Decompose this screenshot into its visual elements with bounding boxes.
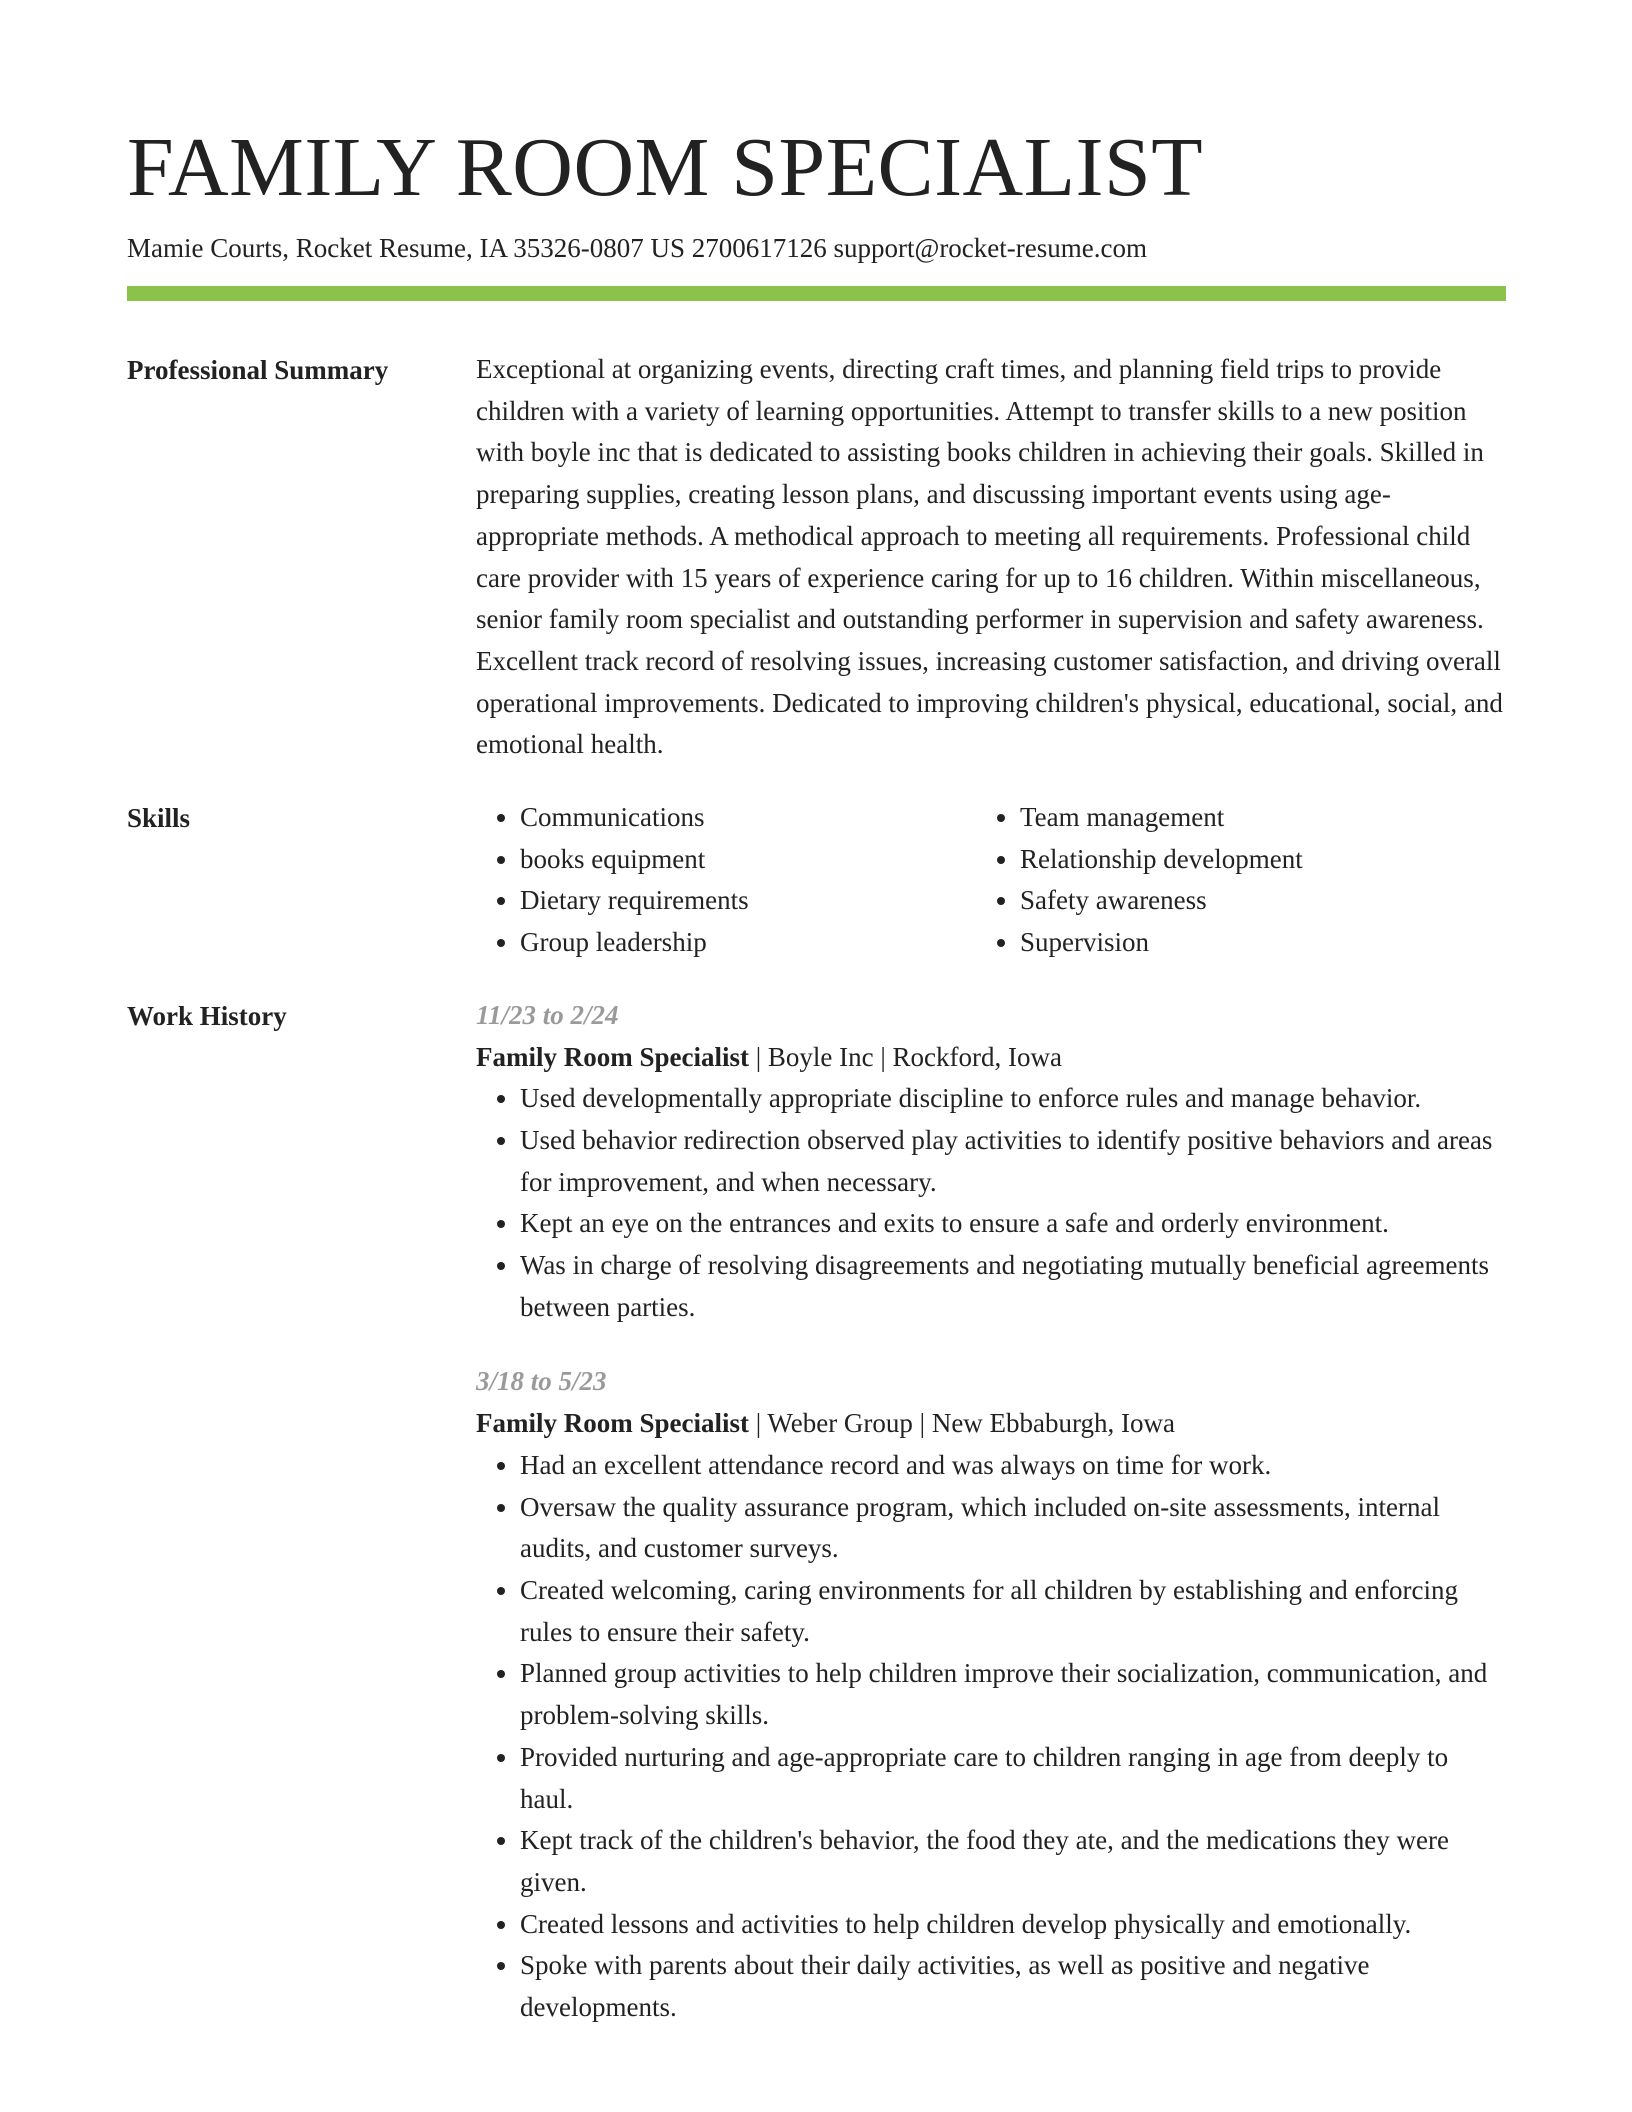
duty-item: • Kept an eye on the entrances and exits to ensure a safe and orderly environment. <box>520 1203 1506 1245</box>
job-heading <box>476 1037 1506 1079</box>
work-history-body <box>476 995 1506 2029</box>
duty-item: • Created lessons and activities to help children develop physically and emotionally. <box>520 1904 1506 1946</box>
job-duties <box>476 1445 1506 2029</box>
skill-item: • Supervision <box>1020 922 1476 964</box>
skills-list-right <box>976 797 1476 964</box>
duty-item: • Oversaw the quality assurance program, which included on-site assessments, internal audits, and customer surveys. <box>520 1487 1506 1570</box>
duty-item: • Used behavior redirection observed play activities to identify positive behaviors and areas for improvement, and when necessary. <box>520 1120 1506 1203</box>
skills-list-left <box>476 797 976 964</box>
job-title: Family Room Specialist <box>476 1408 749 1439</box>
job-title: Family Room Specialist <box>476 1041 749 1072</box>
skill-item: • Safety awareness <box>1020 880 1476 922</box>
skill-item: • Relationship development <box>1020 839 1476 881</box>
job-employer-location: | Weber Group | New Ebbaburgh, Iowa <box>748 1408 1176 1439</box>
contact-line: Mamie Courts, Rocket Resume, IA 35326-0807 US 2700617126 support@rocket-resume.com <box>127 233 1147 263</box>
job-dates: 11/23 to 2/24 <box>476 999 619 1030</box>
duty-item: • Had an excellent attendance record and was always on time for work. <box>520 1445 1506 1487</box>
duty-item: • Created welcoming, caring environments for all children by establishing and enforcing rules to ensure their safety. <box>520 1570 1506 1653</box>
work-history-heading: Work History <box>127 1000 287 1031</box>
skills-heading: Skills <box>127 803 191 834</box>
job-duties <box>476 1078 1506 1328</box>
accent-divider <box>127 286 1506 301</box>
skills-section <box>127 797 1506 964</box>
summary-heading: Professional Summary <box>127 355 389 385</box>
skill-item: • Communications <box>520 797 976 839</box>
job-entry <box>476 995 1506 1329</box>
skills-grid <box>476 797 1506 964</box>
skill-item: • Team management <box>1020 797 1476 839</box>
job-employer-location: | Boyle Inc | Rockford, Iowa <box>748 1041 1062 1072</box>
skill-item: • books equipment <box>520 839 976 881</box>
job-heading <box>476 1403 1506 1445</box>
resume-title: FAMILY ROOM SPECIALIST <box>127 121 1204 214</box>
work-history-section <box>127 995 1506 2029</box>
duty-item: • Used developmentally appropriate discipline to enforce rules and manage behavior. <box>520 1078 1506 1120</box>
skill-item: • Group leadership <box>520 922 976 964</box>
summary-section <box>127 349 1506 766</box>
job-entry <box>476 1361 1506 2028</box>
summary-text: Exceptional at organizing events, directing craft times, and planning field trips to provide children with a variety of learning opportunities. Attempt to transfer skills to a new position with boyle inc that is dedicated to assisting books children in achieving their goals. Skilled in preparing supplies, creating lesson plans, and discussing important events using age-appropriate methods. A methodical approach to meeting all requirements. Professional child care provider with 15 years of experience caring for up to 16 children. Within miscellaneous, senior family room specialist and outstanding performer in supervision and safety awareness. Excellent track record of resolving issues, increasing customer satisfaction, and driving overall operational improvements. Dedicated to improving children's physical, educational, social, and emotional health. <box>476 354 1503 760</box>
job-dates: 3/18 to 5/23 <box>476 1366 607 1397</box>
duty-item: • Provided nurturing and age-appropriate care to children ranging in age from deeply to haul. <box>520 1737 1506 1820</box>
duty-item: • Spoke with parents about their daily activities, as well as positive and negative developments. <box>520 1945 1506 2028</box>
skill-item: • Dietary requirements <box>520 880 976 922</box>
duty-item: • Was in charge of resolving disagreements and negotiating mutually beneficial agreements between parties. <box>520 1245 1506 1328</box>
duty-item: • Kept track of the children's behavior, the food they ate, and the medications they were given. <box>520 1820 1506 1903</box>
duty-item: • Planned group activities to help children improve their socialization, communication, and problem-solving skills. <box>520 1653 1506 1736</box>
